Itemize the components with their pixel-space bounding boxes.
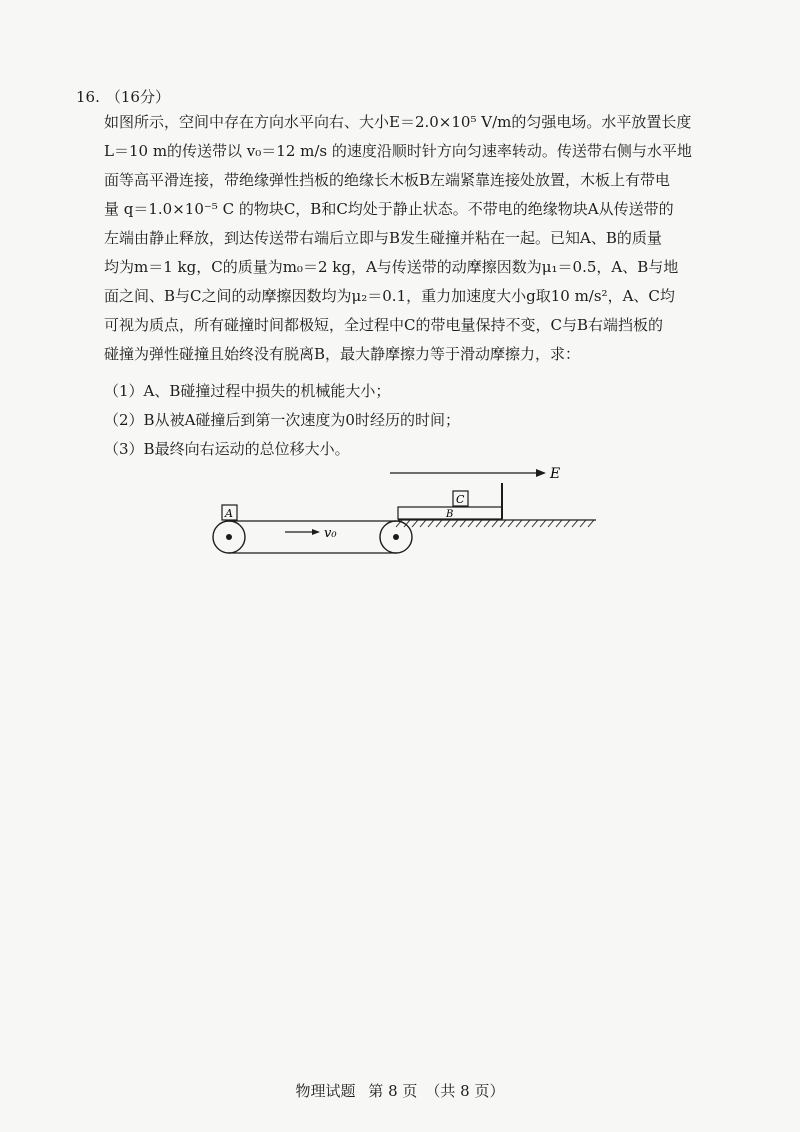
body-line: 如图所示，空间中存在方向水平向右、大小E＝2.0×10⁵ V/m的匀强电场。水平放置长度 — [104, 113, 692, 131]
ground-hatching — [396, 520, 594, 527]
body-line: 量 q＝1.0×10⁻⁵ C 的物块C，B和C均处于静止状态。不带电的绝缘物块A从传送带的 — [104, 200, 674, 218]
footer-subject: 物理试题 — [295, 1082, 356, 1100]
body-line: L＝10 m的传送带以 v₀＝12 m/s 的速度沿顺时针方向匀速率转动。传送带右侧与水平地 — [104, 142, 692, 160]
subquestion-2: （2）B从被A碰撞后到第一次速度为0时经历的时间； — [104, 411, 460, 429]
body-line: 左端由静止释放，到达传送带右端后立即与B发生碰撞并粘在一起。已知A、B的质量 — [104, 229, 662, 247]
footer-total: （共 8 页） — [425, 1082, 505, 1100]
body-line: 均为m＝1 kg，C的质量为m₀＝2 kg，A与传送带的动摩擦因数为μ₁＝0.5，A、B与地 — [104, 258, 679, 276]
block-c-label: C — [456, 493, 465, 506]
field-label: E — [550, 466, 561, 482]
subquestion-1: （1）A、B碰撞过程中损失的机械能大小； — [104, 382, 391, 400]
page-footer — [0, 1080, 800, 1101]
question-header — [76, 86, 170, 107]
footer-page: 第 8 页 — [368, 1082, 418, 1100]
left-pulley-axle — [226, 534, 232, 540]
body-line: 面等高平滑连接，带绝缘弹性挡板的绝缘长木板B左端紧靠连接处放置，木板上有带电 — [104, 171, 671, 189]
body-line: 面之间、B与C之间的动摩擦因数均为μ₂＝0.1，重力加速度大小g取10 m/s²，A、C均 — [104, 287, 675, 305]
v0-arrow-head — [312, 529, 320, 535]
subquestion-3: （3）B最终向右运动的总位移大小。 — [104, 440, 350, 458]
v0-label: v₀ — [324, 526, 337, 541]
question-score: （16分） — [105, 88, 170, 106]
conveyor-figure — [0, 455, 800, 575]
question-body — [104, 108, 724, 369]
body-line: 可视为质点，所有碰撞时间都极短，全过程中C的带电量保持不变，C与B右端挡板的 — [104, 316, 663, 334]
question-number: 16. — [76, 88, 100, 106]
body-line: 碰撞为弹性碰撞且始终没有脱离B，最大静摩擦力等于滑动摩擦力，求： — [104, 345, 581, 363]
block-a-label: A — [225, 507, 233, 520]
field-arrow-head — [536, 469, 546, 477]
right-pulley-axle — [393, 534, 399, 540]
board-b-label: B — [446, 509, 454, 520]
